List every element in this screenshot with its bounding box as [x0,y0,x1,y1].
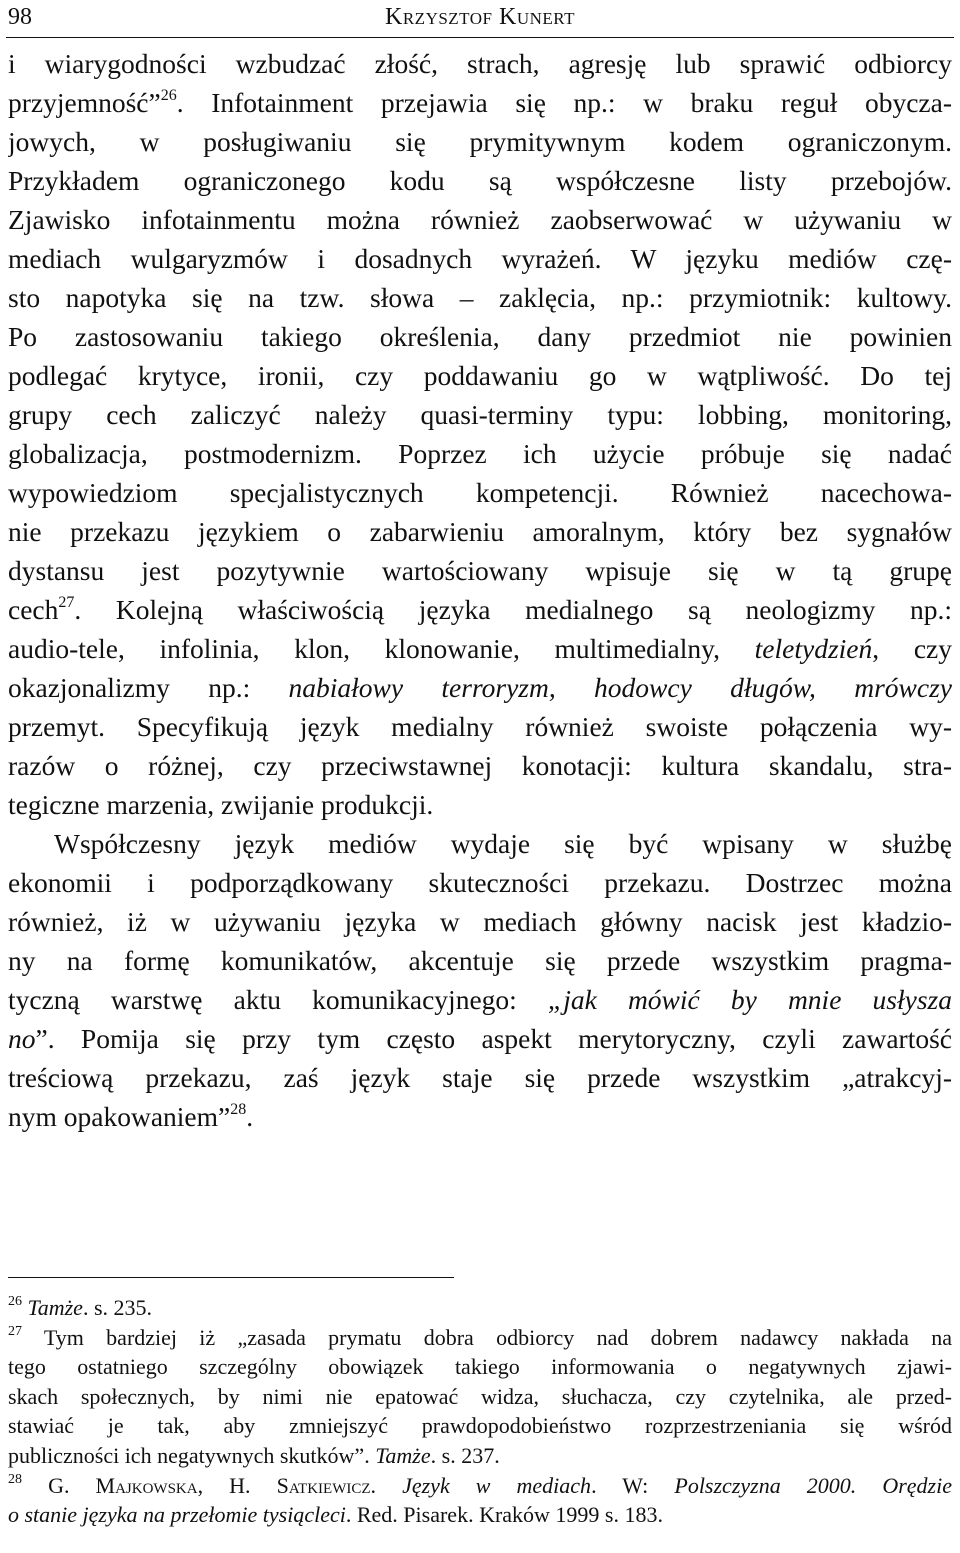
text-line: ekonomii i podporządkowany skuteczności przekazu. Dostrzec można [8,867,952,898]
footnote-28: $^{28}$ G. Majkowska, H. Satkiewicz. Język w mediach. W: Polszczyzna 2000. Orędzie [8,1471,952,1498]
main-text [8,44,952,1136]
footnote-divider [8,1277,454,1278]
text-line: grupy cech zaliczyć należy quasi-terminy typu: lobbing, monitoring, [8,399,952,430]
text-line: jowych, w posługiwaniu się prymitywnym kodem ograniczonym. [8,126,952,157]
text-line: nym opakowaniem”$^{28}$. [8,1101,254,1132]
footnote-number: 28 [8,1471,22,1487]
text-line: treściową przekazu, zaś język staje się przede wszystkim „atrakcyj- [8,1062,952,1093]
footnote-line: publiczności ich negatywnych skutków”. Tamże. s. 237. [8,1442,500,1468]
text-line: cech$^{27}$. Kolejną właściwością języka medialnego są neologizmy np.: [8,594,952,625]
text-line: okazjonalizmy np.: nabiałowy terroryzm, hodowcy długów, mrówczy [8,672,952,703]
text-line: tegiczne marzenia, zwijanie produkcji. [8,789,434,820]
text-line: przemyt. Specyfikują język medialny również swoiste połączenia wy- [8,711,952,742]
paragraph-start: Współczesny język mediów wydaje się być wpisany w służbę [54,828,952,859]
page-number: 98 [8,4,32,30]
footnote-number: 27 [8,1323,22,1339]
footnote-line: tego ostatniego szczególny obowiązek takiego informowania o negatywnych zjawi- [8,1354,952,1380]
text-line: wypowiedziom specjalistycznych kompetencji. Również nacechowa- [8,477,952,508]
footnote-27: $^{27}$ Tym bardziej iż „zasada prymatu dobra odbiorcy nad dobrem nadawcy nakłada na [8,1323,952,1350]
footnote-line: skach społecznych, by nimi nie epatować widza, słuchacza, czy czytelnika, ale przed- [8,1383,952,1409]
footnote-ref-28: 28 [230,1101,247,1118]
footnote-line: stawiać je tak, aby zmniejszyć prawdopodobieństwo rozprzestrzeniania się wśród [8,1413,952,1439]
running-header [8,4,952,32]
text-line: podlegać krytyce, ironii, czy poddawaniu go w wątpliwość. Do tej [8,360,952,391]
footnote-ref-26: 26 [160,87,177,104]
text-line: przyjemność”$^{26}$. Infotainment przejawia się np.: w braku reguł obycza- [8,87,952,118]
text-line: no”. Pomija się przy tym często aspekt merytoryczny, czyli zawartość [8,1023,952,1054]
footnote-line: o stanie języka na przełomie tysiącleci. Red. Pisarek. Kraków 1999 s. 183. [8,1502,663,1528]
text-line: mediach wulgaryzmów i dosadnych wyrażeń. W języku mediów czę- [8,243,952,274]
text-line: dystansu jest pozytywnie wartościowany wpisuje się w tą grupę [8,555,952,586]
footnote-26: $^{26}$ Tamże. s. 235. [8,1294,152,1320]
text-line: sto napotyka się na tzw. słowa – zaklęcia, np.: przymiotnik: kultowy. [8,282,952,313]
text-line: również, iż w używaniu języka w mediach główny nacisk jest kładzio- [8,906,952,937]
text-line: Przykładem ograniczonego kodu są współczesne listy przebojów. [8,165,952,196]
text-line: ny na formę komunikatów, akcentuje się przede wszystkim pragma- [8,945,952,976]
footnote-ref-27: 27 [58,594,75,611]
text-line: globalizacja, postmodernizm. Poprzez ich użycie próbuje się nadać [8,438,952,469]
text-line: nie przekazu językiem o zabarwieniu amoralnym, który bez sygnałów [8,516,952,547]
text-line: i wiarygodności wzbudzać złość, strach, agresję lub sprawić odbiorcy [8,48,952,79]
text-line: Po zastosowaniu takiego określenia, dany przedmiot nie powinien [8,321,952,352]
footnote-number: 26 [8,1294,22,1309]
header-divider [6,37,954,38]
text-line: tyczną warstwę aktu komunikacyjnego: „jak mówić by mnie usłysza [8,984,952,1015]
running-header-author: Krzysztof Kunert [385,4,575,30]
text-line: audio-tele, infolinia, klon, klonowanie, multimedialny, teletydzień, czy [8,633,952,664]
text-line: razów o różnej, czy przeciwstawnej konotacji: kultura skandalu, stra- [8,750,952,781]
text-line: Zjawisko infotainmentu można również zaobserwować w używaniu w [8,204,952,235]
footnotes [8,1293,952,1530]
